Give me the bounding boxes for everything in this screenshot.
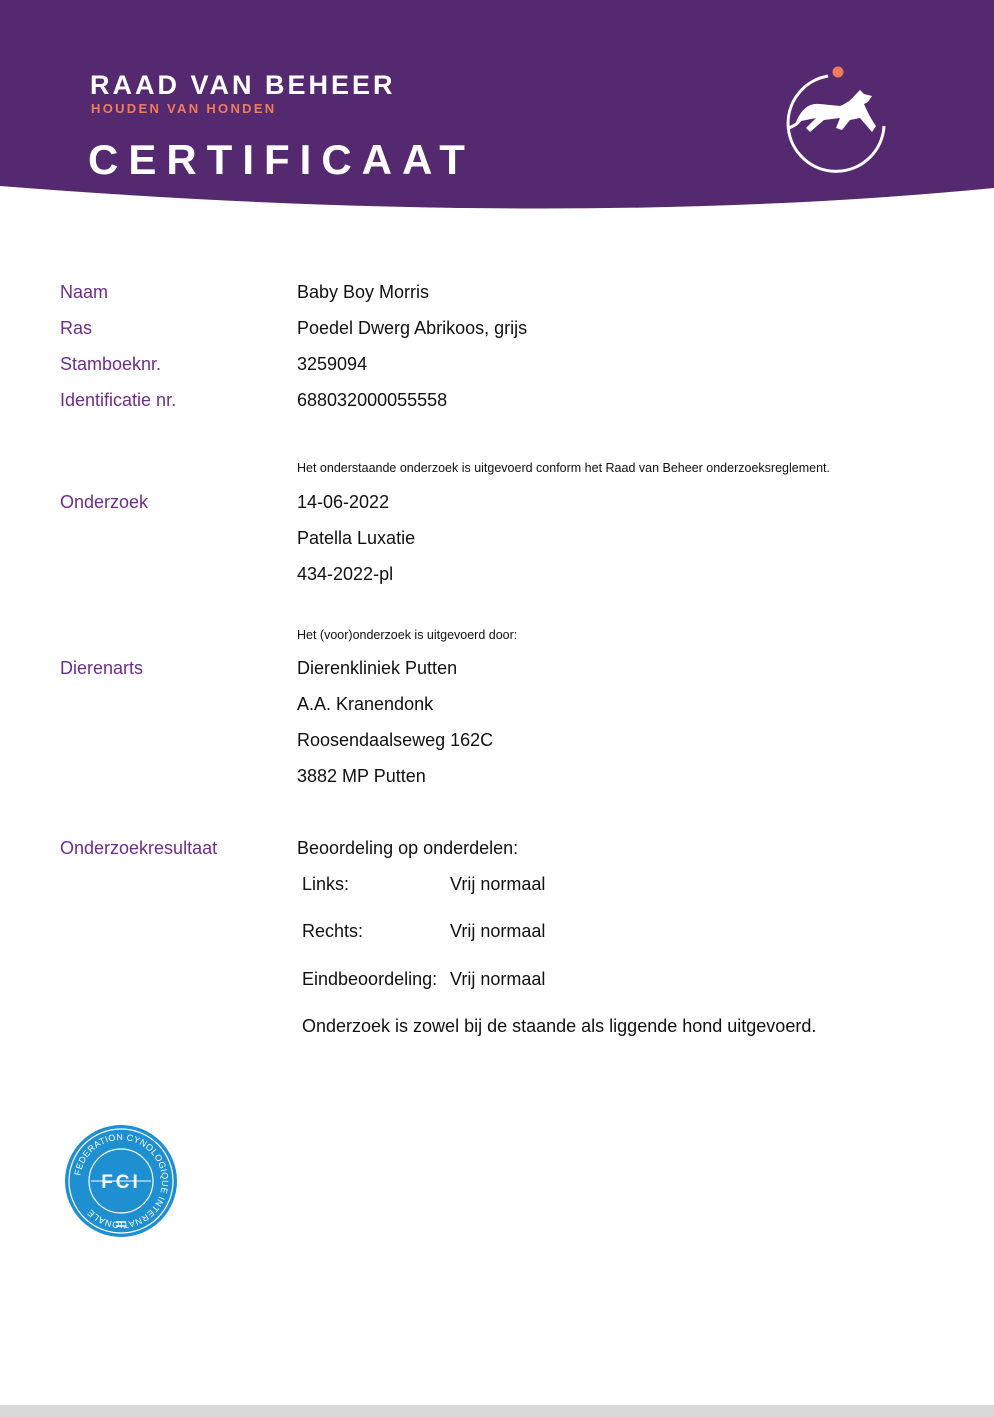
certificate-title: CERTIFICAAT — [88, 136, 475, 183]
exam-note: Het onderstaande onderzoek is uitgevoerd conform het Raad van Beheer onderzoeksreglement. — [297, 461, 830, 475]
breed-value: Poedel Dwerg Abrikoos, grijs — [297, 318, 528, 338]
vet-name: A.A. Kranendonk — [297, 694, 434, 714]
result-intro: Beoordeling op onderdelen: — [297, 838, 519, 858]
exam-type: Patella Luxatie — [297, 528, 416, 548]
identification-value: 688032000055558 — [297, 390, 448, 410]
brand-tagline: HOUDEN VAN HONDEN — [91, 101, 277, 116]
result-final-value: Vrij normaal — [450, 969, 546, 989]
result-left-value: Vrij normaal — [450, 874, 546, 894]
name-label: Naam — [60, 282, 109, 302]
dog-jumping-circle-logo-icon — [780, 62, 900, 182]
identification-label: Identificatie nr. — [60, 390, 177, 410]
result-final-key: Eindbeoordeling: — [302, 969, 438, 989]
studbook-value: 3259094 — [297, 354, 368, 374]
vet-street: Roosendaalseweg 162C — [297, 730, 494, 750]
fci-center-text: FCI — [101, 1172, 141, 1193]
result-left-key: Links: — [302, 874, 350, 894]
exam-code: 434-2022-pl — [297, 564, 394, 584]
vet-label: Dierenarts — [60, 658, 144, 678]
fci-ring-text: FEDERATION CYNOLOGIQUE INTERNATIONALE — [72, 1131, 171, 1231]
exam-date: 14-06-2022 — [297, 492, 390, 512]
result-remark: Onderzoek is zowel bij de staande als liggende hond uitgevoerd. — [302, 1016, 817, 1036]
fci-seal-icon — [64, 1124, 178, 1238]
brand-name: RAAD VAN BEHEER — [90, 70, 396, 100]
vet-note: Het (voor)onderzoek is uitgevoerd door: — [297, 628, 518, 642]
vet-clinic: Dierenkliniek Putten — [297, 658, 458, 678]
studbook-label: Stamboeknr. — [60, 354, 162, 374]
result-right-value: Vrij normaal — [450, 921, 546, 941]
breed-label: Ras — [60, 318, 93, 338]
result-label: Onderzoekresultaat — [60, 838, 218, 858]
vet-city: 3882 MP Putten — [297, 766, 426, 786]
name-value: Baby Boy Morris — [297, 282, 430, 302]
result-right-key: Rechts: — [302, 921, 364, 941]
exam-label: Onderzoek — [60, 492, 149, 512]
